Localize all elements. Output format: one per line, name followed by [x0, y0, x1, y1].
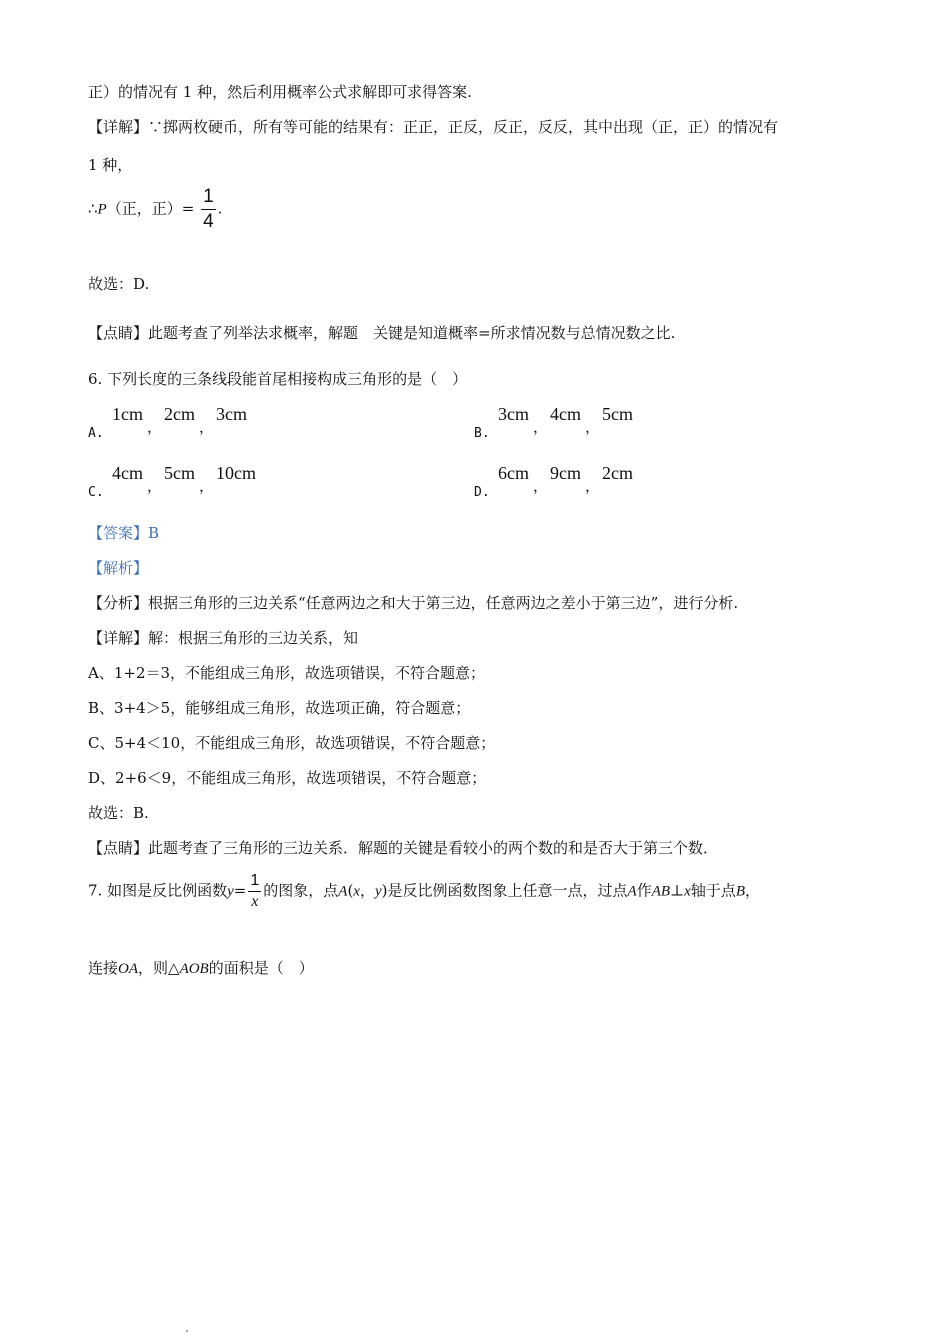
question-6: 6. 下列长度的三条线段能首尾相接构成三角形的是（ ） [88, 370, 468, 388]
value: 2cm [164, 404, 196, 424]
text-line: 1 种， [88, 156, 133, 174]
text-line: 【点睛】此题考查了三角形的三边关系．解题的关键是看较小的两个数的和是否大于第三个数． [88, 839, 719, 857]
text-line: C、5+4＜10，不能组成三角形，故选项错误，不符合题意； [88, 734, 496, 752]
text-line: D、2+6＜9，不能组成三角形，故选项错误，不符合题意； [88, 769, 487, 787]
q7-text: ， [745, 881, 761, 900]
comma: ， [585, 479, 601, 495]
fraction-numerator: 1 [203, 186, 214, 207]
fraction-one-over-x [248, 872, 261, 911]
fraction-denominator: x [251, 893, 259, 910]
math-x: x [353, 883, 360, 900]
text-line: 【分析】根据三角形的三边关系“任意两边之和大于第三边，任意两边之差小于第三边”，进行分析. [88, 594, 739, 612]
period: . [217, 199, 223, 218]
q7-text: 的图象，点 [263, 881, 339, 900]
perpendicular-symbol: ⊥ [670, 881, 685, 900]
fraction-bar [201, 209, 216, 210]
q7-text: 连接 [88, 959, 119, 977]
answer-label: 【答案】B [88, 524, 160, 542]
text-line: 故选：D. [88, 275, 150, 293]
q7-text: ( [347, 881, 354, 900]
comma: ， [147, 420, 163, 436]
formula-text: （正，正）= [106, 199, 195, 218]
math-b: B [735, 883, 745, 900]
value: 4cm [112, 463, 143, 483]
value: 10cm [216, 463, 257, 483]
q7-text: 的面积是（ ） [208, 959, 314, 977]
option-letter: D. [474, 485, 490, 500]
probability-formula [88, 186, 222, 233]
comma: ， [147, 479, 163, 495]
option-values [112, 463, 258, 495]
comma: ， [199, 479, 215, 495]
text-line: 正）的情况有 1 种，然后利用概率公式求解即可求得答案. [88, 83, 472, 101]
q7-text: )是反比例函数图象上任意一点，过点 [381, 881, 628, 900]
math-a: A [338, 883, 348, 900]
value: 5cm [164, 463, 196, 483]
text-line: 【点睛】此题考查了列举法求概率，解题 关键是知道概率=所求情况数与总情况数之比. [88, 324, 676, 342]
value: 3cm [498, 404, 529, 424]
therefore-symbol: ∴ [88, 199, 98, 218]
question-7 [88, 872, 760, 911]
math-ab: AB [651, 883, 671, 900]
question-7-continued [88, 958, 314, 979]
fraction-bar [248, 891, 261, 892]
q7-text: 7. 如图是反比例函数 [88, 881, 228, 900]
text-line: A、1+2＝3，不能组成三角形，故选项错误，不符合题意； [88, 664, 486, 682]
option-values [498, 463, 635, 495]
text-line: B、3+4＞5，能够组成三角形，故选项正确，符合题意； [88, 699, 471, 717]
value: 5cm [602, 404, 634, 424]
value: 6cm [498, 463, 529, 483]
text-line: 【详解】∵掷两枚硬币，所有等可能的结果有：正正，正反，反正，反反，其中出现（正，正）的情况有 [88, 118, 779, 136]
option-letter: B. [474, 426, 490, 441]
option-values [498, 404, 635, 436]
comma: ， [533, 479, 549, 495]
math-y: y [374, 883, 382, 900]
value: 4cm [550, 404, 582, 424]
math-aob: AOB [179, 961, 209, 977]
option-letter: A. [88, 426, 104, 441]
value: 2cm [602, 463, 634, 483]
math-oa: OA [118, 961, 139, 977]
math-x: x [684, 883, 691, 900]
q7-text: ，则△ [138, 959, 180, 977]
equals: = [233, 881, 247, 900]
math-p: P [97, 201, 107, 218]
value: 3cm [216, 404, 248, 424]
footer-dot [186, 1330, 188, 1332]
fraction-denominator: 4 [203, 211, 214, 232]
q7-text: ， [359, 881, 375, 900]
text-line: 故选：B. [88, 804, 149, 822]
math-a: A [627, 883, 637, 900]
option-letter: C. [88, 485, 104, 500]
value: 1cm [112, 404, 143, 424]
option-values [112, 404, 249, 436]
text-line: 【详解】解：根据三角形的三边关系，知 [88, 629, 359, 647]
q7-text: 作 [636, 881, 652, 900]
math-y: y [227, 883, 234, 900]
analysis-label: 【解析】 [88, 559, 149, 577]
comma: ， [199, 420, 215, 436]
q7-text: 轴于点 [690, 881, 736, 900]
value: 9cm [550, 463, 582, 483]
comma: ， [585, 420, 601, 436]
fraction-numerator: 1 [250, 872, 260, 889]
fraction-one-quarter [201, 186, 216, 233]
comma: ， [533, 420, 549, 436]
